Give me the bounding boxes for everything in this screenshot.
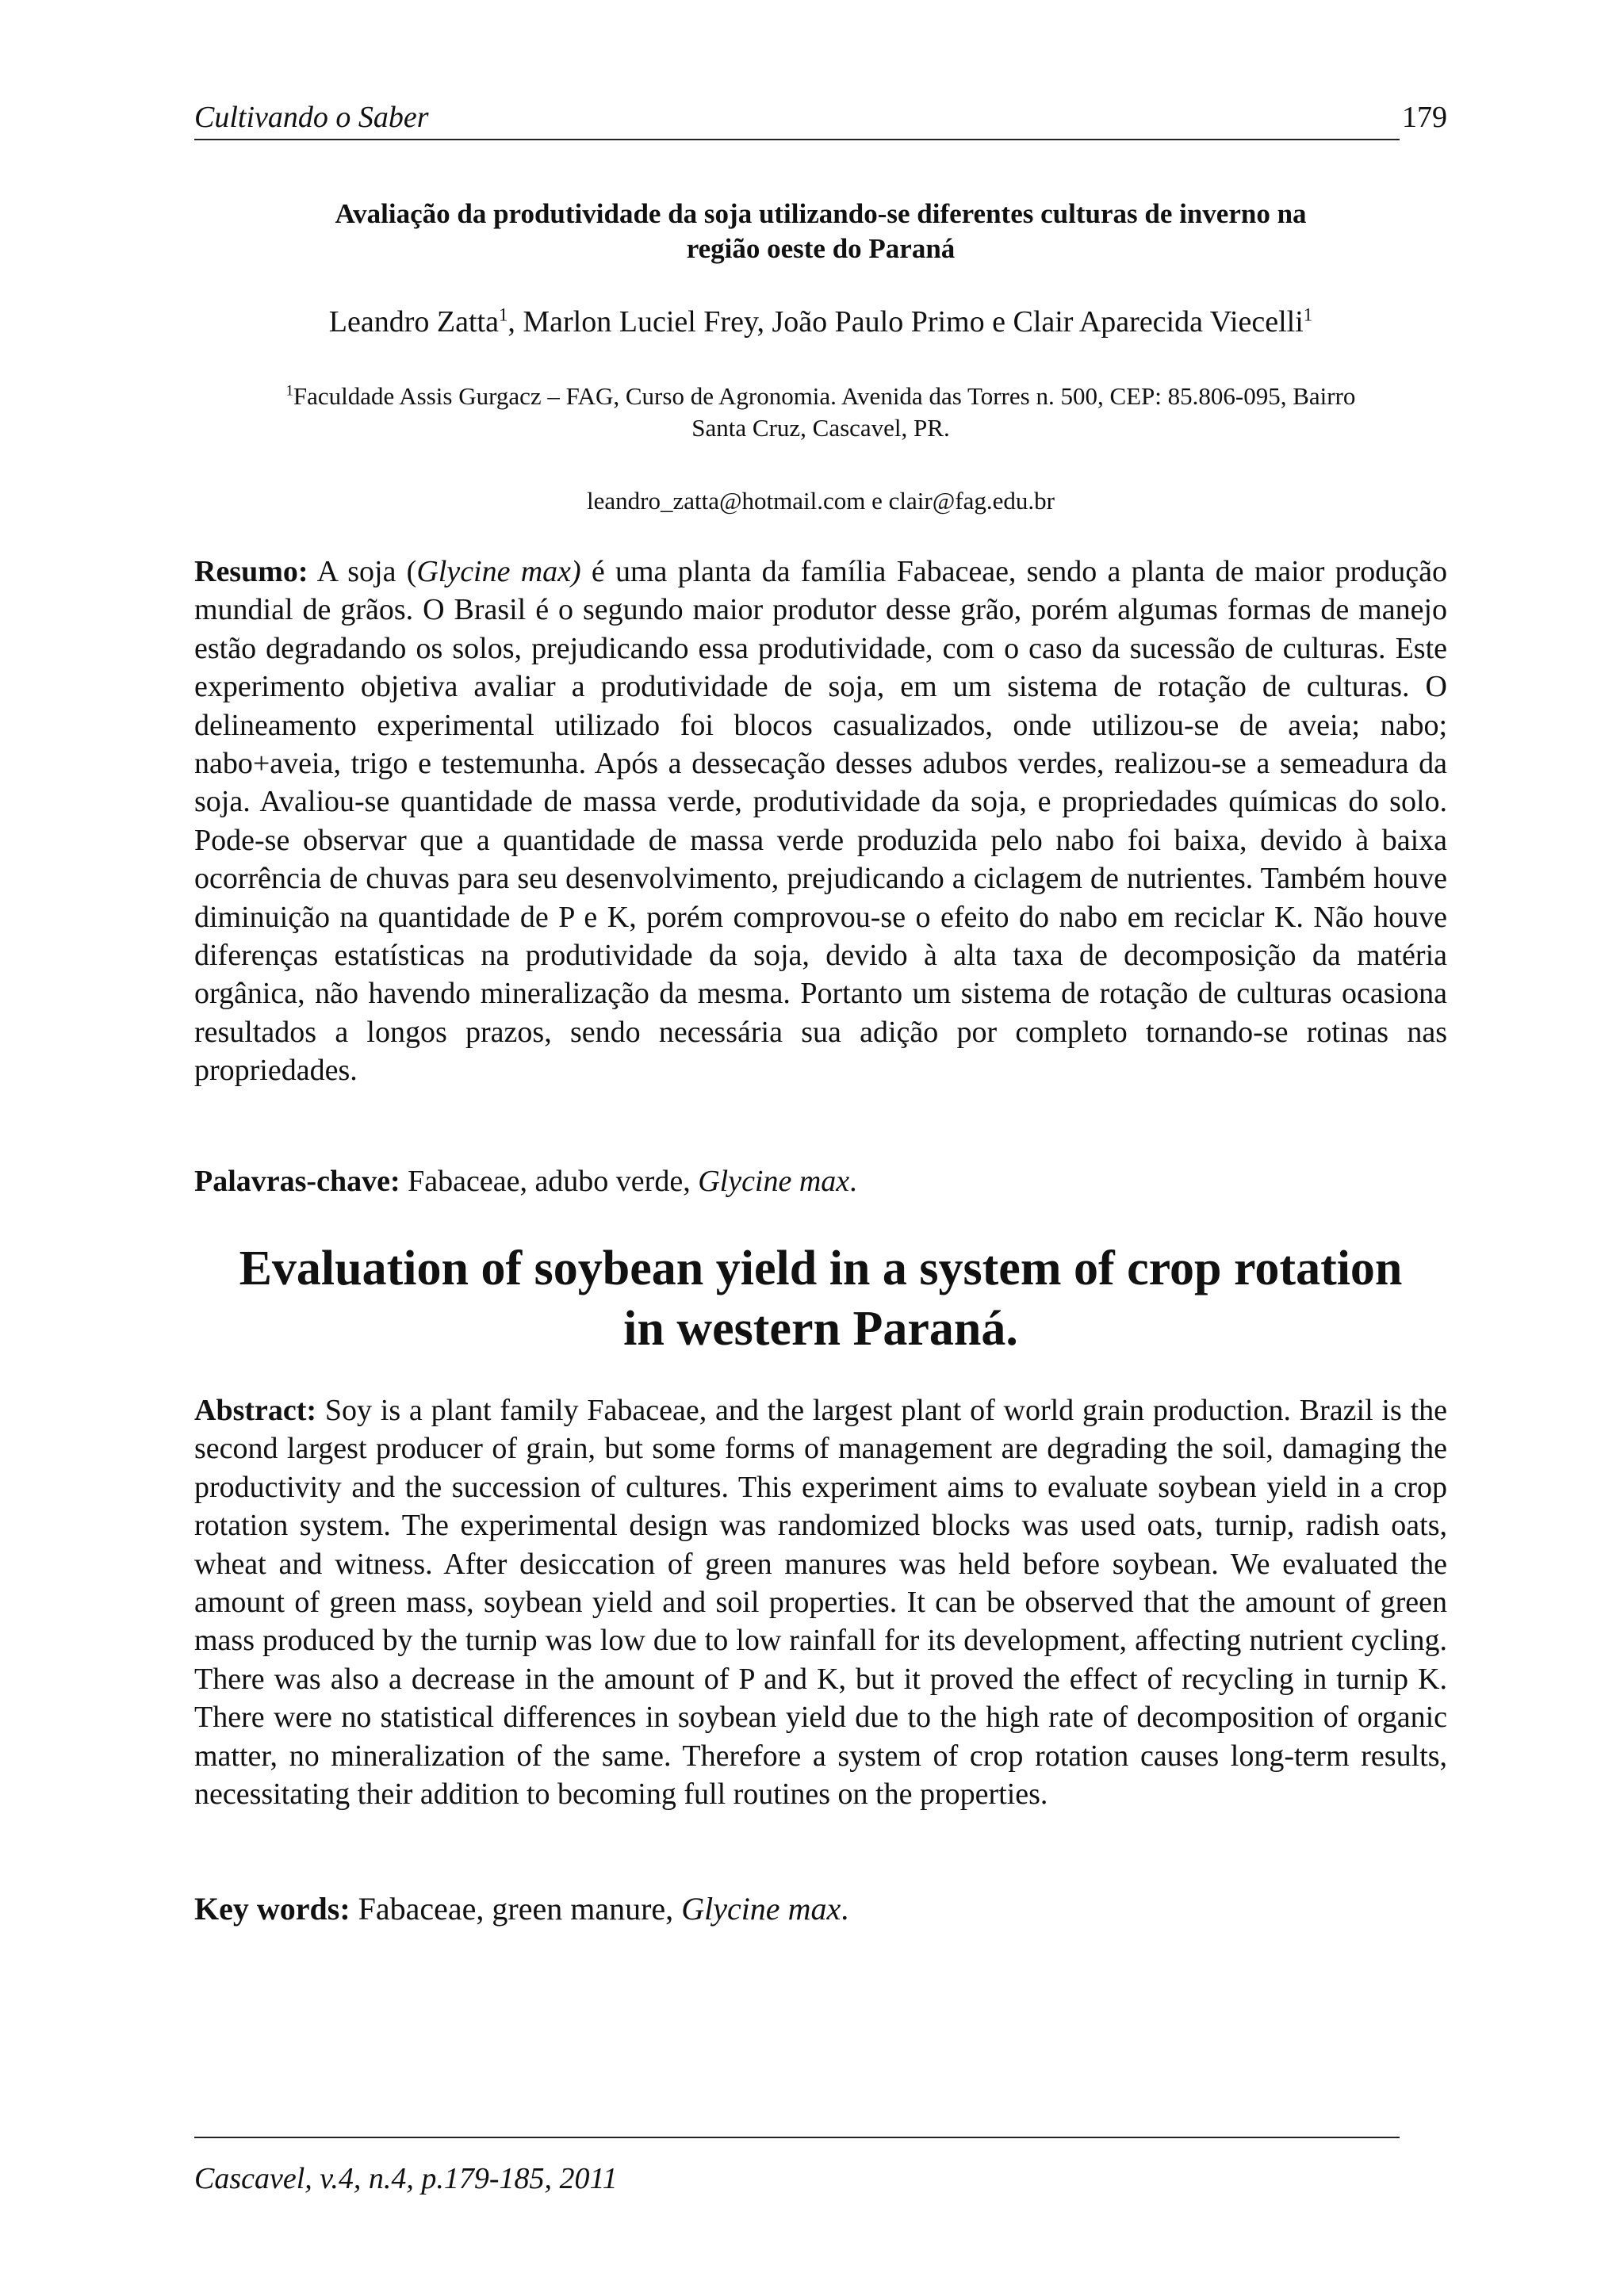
article-title-en xyxy=(194,1238,1447,1359)
article-title-pt-line2: região oeste do Paraná xyxy=(686,233,956,264)
abstract-en-body: Soy is a plant family Fabaceae, and the largest plant of world grain production. Brazil is the second largest producer of grain, but some forms of management are degrading the soil, damaging the productivity and the succession of cultures. This experiment aims to evaluate soybean yield in a crop rotation system. The experimental design was randomized blocks was used oats, turnip, radish oats, wheat and witness. After desiccation of green manures was held before soybean. We evaluated the amount of green mass, soybean yield and soil properties. It can be observed that the amount of green mass produced by the turnip was low due to low rainfall for its development, affecting nutrient cycling. There was also a decrease in the amount of P and K, but it proved the effect of recycling in turnip K. There were no statistical differences in soybean yield due to the high rate of decomposition of organic matter, no mineralization of the same. Therefore a system of crop rotation causes long-term results, necessitating their addition to becoming full routines on the properties. xyxy=(194,1394,1447,1812)
running-header xyxy=(194,94,1447,141)
keywords-en-text: Fabaceae, green manure, xyxy=(350,1891,682,1927)
abstract-pt-body: é uma planta da família Fabaceae, sendo a planta de maior produção mundial de grãos. O Brasil é o segundo maior produtor desse grão, porém algumas formas de manejo estão degradando os solos, prejudicando essa produtividade, com o caso da sucessão de culturas. Este experimento objetiva avaliar a produtividade de soja, em um sistema de rotação de culturas. O delineamento experimental utilizado foi blocos casualizados, onde utilizou-se de aveia; nabo; nabo+aveia, trigo e testemunha. Após a dessecação desses adubos verdes, realizou-se a semeadura da soja. Avaliou-se quantidade de massa verde, produtividade da soja, e propriedades químicas do solo. Pode-se observar que a quantidade de massa verde produzida pelo nabo foi baixa, devido à baixa ocorrência de chuvas para seu desenvolvimento, prejudicando a ciclagem de nutrientes. Também houve diminuição na quantidade de P e K, porém comprovou-se o efeito do nabo em reciclar K. Não houve diferenças estatísticas na produtividade da soja, devido à alta taxa de decomposição da matéria orgânica, não havendo mineralização da mesma. Portanto um sistema de rotação de culturas ocasiona resultados a longos prazos, sendo necessária sua adição por completo tornando-se rotinas nas propriedades. xyxy=(194,555,1447,1088)
keywords-en-species: Glycine max xyxy=(681,1891,841,1927)
affiliation-mark: 1 xyxy=(285,382,293,400)
affiliation-line2: Santa Cruz, Cascavel, PR. xyxy=(691,414,950,442)
header-rule xyxy=(194,139,1400,140)
keywords-pt-label: Palavras-chave: xyxy=(194,1165,400,1198)
abstract-pt-intro: A soja ( xyxy=(308,555,417,588)
article-title-pt-line1: Avaliação da produtividade da soja utilizando-se diferentes culturas de inverno na xyxy=(335,198,1307,229)
affiliation-line1: Faculdade Assis Gurgacz – FAG, Curso de Agronomia. Avenida das Torres n. 500, CEP: 85.806-095, Bairro xyxy=(293,382,1356,410)
keywords-en-end: . xyxy=(841,1891,849,1927)
author-first-affiliation-mark: 1 xyxy=(498,304,508,325)
author-others: , Marlon Luciel Frey, João Paulo Primo e Clair Aparecida Viecelli xyxy=(508,305,1304,339)
footer-rule xyxy=(194,2137,1400,2138)
keywords-pt-text: Fabaceae, adubo verde, xyxy=(400,1165,699,1198)
abstract-pt-label: Resumo: xyxy=(194,555,308,588)
keywords-pt-species: Glycine max xyxy=(698,1165,850,1198)
journal-name: Cultivando o Saber xyxy=(194,101,429,134)
article-title-pt xyxy=(194,197,1447,266)
author-first: Leandro Zatta xyxy=(328,305,499,339)
author-last-affiliation-mark: 1 xyxy=(1303,304,1313,325)
affiliation xyxy=(194,381,1447,444)
abstract-en-label: Abstract: xyxy=(194,1394,317,1427)
author-list xyxy=(194,304,1447,340)
keywords-en xyxy=(194,1890,1447,1928)
article-title-en-line1: Evaluation of soybean yield in a system of crop rotation xyxy=(239,1242,1403,1295)
article-title-en-line2: in western Paraná. xyxy=(623,1302,1018,1356)
abstract-pt xyxy=(194,553,1447,1090)
keywords-pt xyxy=(194,1162,1447,1200)
abstract-en xyxy=(194,1391,1447,1813)
contact-emails: leandro_zatta@hotmail.com e clair@fag.edu.br xyxy=(587,487,1055,515)
keywords-en-label: Key words: xyxy=(194,1891,350,1927)
footer-citation: Cascavel, v.4, n.4, p.179-185, 2011 xyxy=(194,2162,618,2195)
page-number: 179 xyxy=(1402,101,1447,134)
abstract-pt-species: Glycine max) xyxy=(416,555,581,588)
keywords-pt-end: . xyxy=(849,1165,857,1198)
